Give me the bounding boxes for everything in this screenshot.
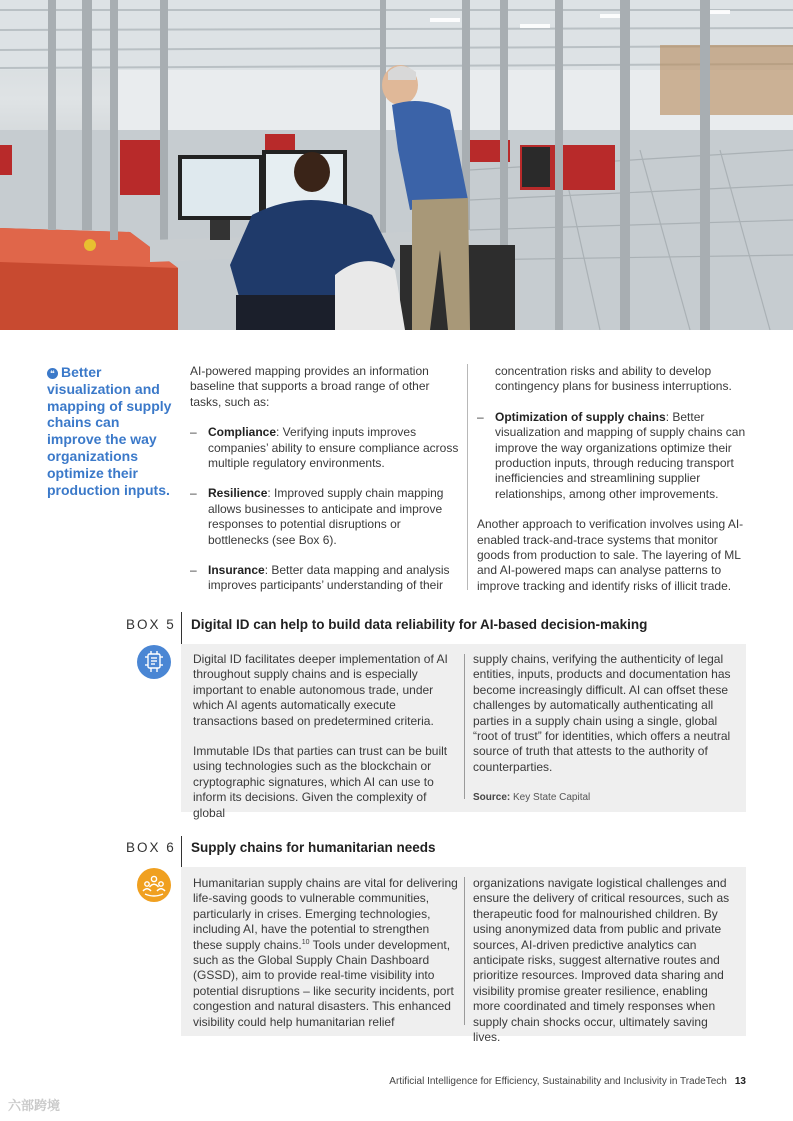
list-term: Optimization of supply chains: [495, 409, 666, 424]
source-text: Key State Capital: [513, 792, 591, 804]
list-text: : Better visualization and mapping of supply chains can improve the way organizations optimize their production inputs, through reducing transport inefficiencies and streamlining supplier relationships, among other improvements.: [495, 409, 746, 501]
list-term: Compliance: [208, 425, 277, 440]
source-label: Source:: [473, 792, 511, 804]
box5-paragraph: Immutable IDs that parties can trust can be built using technologies such as the blockchain or cryptographic signatures, which AI can use to inform its decisions. Given the complexity of global: [193, 744, 448, 820]
list-item-insurance: [190, 563, 460, 594]
list-item-optimization: [477, 410, 747, 502]
footer-title: Artificial Intelligence for Efficiency, Sustainability and Inclusivity in TradeTech: [389, 1076, 727, 1087]
hero-photo: [0, 0, 793, 330]
pull-quote-text: Better visualization and mapping of supply chains can improve the way organizations optimize their production inputs.: [47, 364, 172, 498]
list-dash: –: [190, 486, 197, 501]
column-divider: [467, 364, 468, 590]
intro-lead: AI-powered mapping provides an information baseline that supports a broad range of other tasks, such as:: [190, 364, 430, 409]
box5-panel: [181, 644, 746, 820]
list-text: : Improved supply chain mapping allows businesses to anticipate and improve responses to potential disruptions or bottlenecks (see Box 6).: [208, 486, 444, 547]
box6-title: Supply chains for humanitarian needs: [191, 840, 436, 855]
verification-paragraph: Another approach to verification involves using AI-enabled track-and-trace systems that monitor goods from production to sale. The layering of ML and AI-powered maps can analyse patterns to improve tracking and identify risks of illicit trade.: [477, 517, 744, 593]
intro-column-left: [190, 364, 460, 594]
box6-text: Tools under development, such as the Global Supply Chain Dashboard (GSSD), aim to provide real-time visibility into potential disruptions – like security incidents, port congestion and natural disasters. This enhanced visibility could help humanitarian relief: [193, 937, 454, 1029]
list-item-resilience: [190, 486, 460, 548]
intro-column-right: [477, 364, 747, 594]
box5-source: [473, 790, 736, 805]
list-text: : Verifying inputs improves companies’ ability to ensure compliance across multiple regulatory environments.: [208, 425, 459, 471]
list-term: Resilience: [208, 486, 268, 501]
warehouse-illustration: [0, 0, 793, 330]
quote-icon: ❝: [47, 368, 58, 379]
pull-quote: [47, 364, 172, 498]
people-network-icon: [137, 868, 171, 902]
list-term: Insurance: [208, 563, 265, 578]
page-footer: [389, 1076, 746, 1087]
list-dash: –: [477, 409, 484, 424]
list-text: : Better data mapping and analysis improves participants’ understanding of their: [208, 563, 450, 593]
box6-label: BOX 6: [126, 840, 176, 855]
list-item-compliance: [190, 425, 460, 471]
box5-paragraph: supply chains, verifying the authenticity of legal entities, inputs, products and documentation has become increasingly difficult. AI can offset these challenges by automatically authenticating all parties in a supply chain using a single, global “root of trust” for identities, which offers a neutral source of truth that attests to the authority of counterparties.: [473, 652, 731, 774]
box5-title: Digital ID can help to build data reliability for AI-based decision-making: [191, 617, 648, 632]
box5-left-column: [193, 652, 458, 821]
box6-text: Humanitarian supply chains are vital for delivering life-saving goods to vulnerable communities, particularly in crises. Emerging technologies, including AI, have the potential to strengthen these supply chains.: [193, 876, 458, 952]
box6-right-column: [473, 876, 736, 1045]
watermark: 六部跨境: [8, 1098, 61, 1113]
box6-divider: [464, 877, 465, 1025]
page-number: 13: [734, 1076, 746, 1087]
list-dash: –: [190, 425, 197, 440]
box5-right-column: [473, 652, 736, 806]
box5-label: BOX 5: [126, 617, 176, 632]
box6-left-column: [193, 876, 458, 1030]
list-dash: –: [190, 563, 197, 578]
box5-paragraph: Digital ID facilitates deeper implementation of AI throughout supply chains and is especially important to enable autonomous trade, under which AI agents automatically execute transactions based on predetermined criteria.: [193, 652, 448, 728]
digital-id-icon: [137, 645, 171, 679]
box6-paragraph: organizations navigate logistical challenges and ensure the delivery of critical resources, such as therapeutic food for malnourished children. By using anonymized data from public and private sources, AI-driven predictive analytics can anticipate risks, suggest alternative routes and prioritize resources. Improved data sharing and visibility promise greater resilience, enabling more coordinated and timely responses when supply chain shocks occur, ultimately saving lives.: [473, 876, 730, 1045]
box5-divider: [464, 654, 465, 799]
box6-paragraph: [193, 876, 458, 1030]
intro-continuation: concentration risks and ability to develop contingency plans for business interruptions.: [495, 364, 732, 394]
footnote-ref: 10: [301, 938, 310, 946]
box6-panel: [181, 867, 746, 1045]
